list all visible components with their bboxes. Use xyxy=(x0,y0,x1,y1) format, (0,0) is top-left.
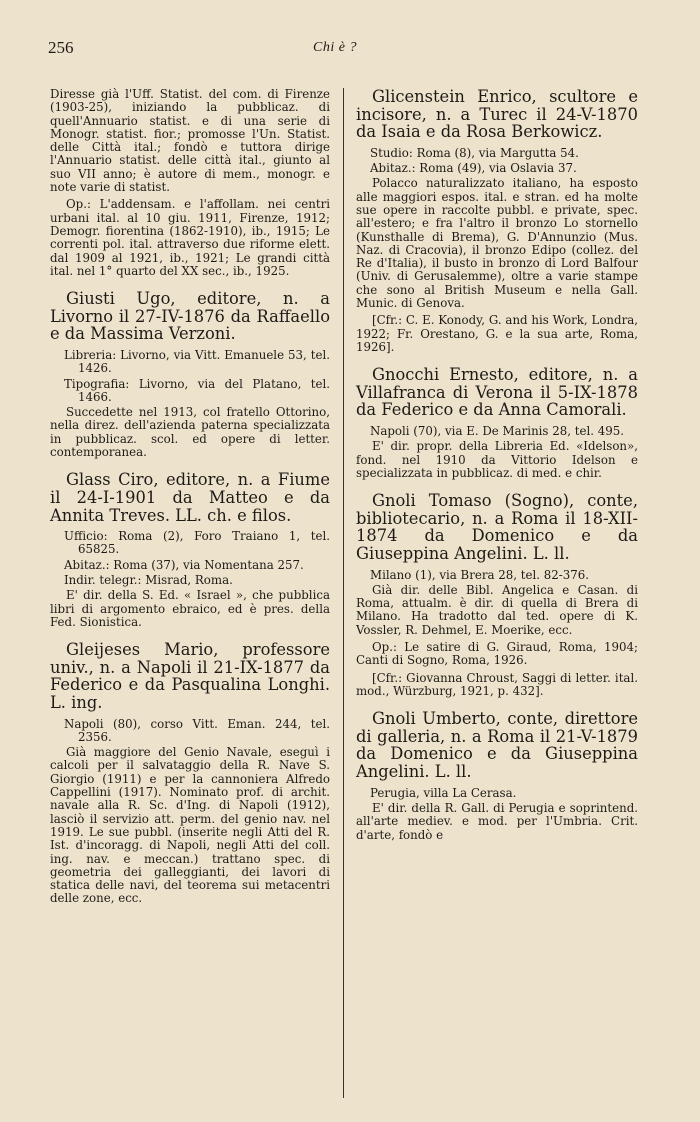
entry-title-glass: Glass Ciro, editore, n. a Fiume il 24-I-1901 da Matteo e da Annita Treves. LL. ch. e filos. xyxy=(50,470,330,525)
entry-gnoli-umberto-body: E' dir. della R. Gall. di Perugia e soprintend. all'arte mediev. e mod. per l'Umbria. Crit. d'arte, fondò e xyxy=(356,800,638,842)
entry-giusti-libreria: Libreria: Livorno, via Vitt. Emanuele 53, tel. 1426. xyxy=(64,347,330,376)
entry-glicenstein-studio: Studio: Roma (8), via Margutta 54. xyxy=(370,145,579,160)
entry-giusti-tipografia: Tipografia: Livorno, via del Platano, tel. 1466. xyxy=(64,376,330,404)
entry-gnocchi-body: E' dir. propr. della Libreria Ed. «Idelson», fond. nel 1910 da Vittorio Idelson e specializzata in pubblicaz. di med. e chir. xyxy=(356,439,638,480)
entry-title-gleijeses: Gleijeses Mario, professore univ., n. a Napoli il 21-IX-1877 da Federico e da Pasqualina Longhi. L. ing. xyxy=(50,640,330,712)
entry-glass-telegraph: Indir. telegr.: Misrad, Roma. xyxy=(64,572,233,587)
entry-glass-body: E' dir. della S. Ed. « Israel », che pubblica libri di argomento ebraico, ed è pres. della Fed. Sionistica. xyxy=(50,588,330,629)
entry-title-gnocchi: Gnocchi Ernesto, editore, n. a Villafranca di Verona il 5-IX-1878 da Federico e da Anna Camorali. xyxy=(356,365,638,420)
entry-glicenstein-body: Polacco naturalizzato italiano, ha esposto alle maggiori espos. ital. e stran. ed ha molte sue opere in raccolte pubbl. e private, spec. all'estero; e fra l'altro il bronzo Lo stornello (Kunsthalle di Brema), G. D'Annunzio (Mus. Naz. di Cracovia), il bronzo Edipo (collez. del Re d'Italia), il busto in bronzo di Lord Balfour (Univ. di Gerusalemme), oltre a varie stampe che sono al British Museum e nella Gall. Munic. di Genova. xyxy=(356,176,638,311)
entry-continuation-works: Op.: L'addensam. e l'affollam. nei centri urbani ital. al 10 giu. 1911, Firenze, 1912; Demogr. fiorentina (1862-1910), ib., 1915; Le correnti pol. ital. attraverso due riforme elett. dal 1909 al 1921, ib., 1921; Le grandi città ital. nel 1° quarto del XX sec., ib., 1925. xyxy=(50,197,330,278)
page-header xyxy=(0,38,700,64)
entry-title-gnoli-tomaso: Gnoli Tomaso (Sogno), conte, bibliotecario, n. a Roma il 18-XII-1874 da Domenico e da Giuseppina Angelini. L. ll. xyxy=(356,491,638,563)
entry-continuation-text: Diresse già l'Uff. Statist. del com. di Firenze (1903-25), iniziando la pubblicaz. di quell'Annuario statist. e di una serie di Monogr. statist. fior.; promosse l'Un. Statist. delle Città ital.; fondò e tuttora dirige l'Annuario statist. delle città ital., giunto al suo VII anno; è autore di mem., monogr. e note varie di statist. xyxy=(50,87,330,195)
entry-glicenstein-abitazione: Abitaz.: Roma (49), via Oslavia 37. xyxy=(370,161,577,176)
entry-glicenstein-reference: [Cfr.: C. E. Konody, G. and his Work, Londra, 1922; Fr. Orestano, G. e la sua arte, Roma, 1926]. xyxy=(356,313,638,354)
entry-gnoli-tomaso-works: Op.: Le satire di G. Giraud, Roma, 1904; Canti di Sogno, Roma, 1926. xyxy=(356,640,638,668)
column-divider xyxy=(343,88,344,1098)
entry-giusti-body: Succedette nel 1913, col fratello Ottorino, nella direz. dell'azienda paterna specializzata in pubblicaz. scol. ed opere di letter. contemporanea. xyxy=(50,405,330,460)
entry-title-giusti: Giusti Ugo, editore, n. a Livorno il 27-IV-1876 da Raffaello e da Massima Verzoni. xyxy=(50,289,330,344)
entry-gleijeses-body: Già maggiore del Genio Navale, eseguì i calcoli per il salvataggio della R. Nave S. Giorgio (1911) e per la cannoniera Alfredo Cappellini (1917). Nominato prof. di archit. navale alla R. Sc. d'Ing. di Napoli (1912), lasciò il servizio att. perm. del genio nav. nel 1919. Le sue pubbl. (inserite negli Atti del R. Ist. d'incoragg. di Napoli, negli Atti del coll. ing. nav. e meccan.) trattano spec. di geometria dei galleggianti, dei lavori di statica delle navi, del teorema sui metacentri delle zone, ecc. xyxy=(50,745,330,906)
page-number: 256 xyxy=(48,38,74,57)
entry-gnoli-tomaso-reference: [Cfr.: Giovanna Chroust, Saggi di letter. ital. mod., Würzburg, 1921, p. 432]. xyxy=(356,670,638,698)
entry-glass-abitazione: Abitaz.: Roma (37), via Nomentana 257. xyxy=(64,557,304,572)
entry-gnocchi-address: Napoli (70), via E. De Marinis 28, tel. 495. xyxy=(370,424,625,439)
entry-title-glicenstein: Glicenstein Enrico, scultore e incisore, n. a Turec il 24-V-1870 da Isaia e da Rosa Berkowicz. xyxy=(356,87,638,142)
right-column xyxy=(356,88,638,846)
entry-gnoli-tomaso-address: Milano (1), via Brera 28, tel. 82-376. xyxy=(370,567,590,582)
entry-glass-ufficio: Ufficio: Roma (2), Foro Traiano 1, tel. 65825. xyxy=(64,529,330,557)
entry-gleijeses-address: Napoli (80), corso Vitt. Eman. 244, tel. 2356. xyxy=(64,716,330,744)
left-column xyxy=(50,88,330,910)
entry-title-gnoli-umberto: Gnoli Umberto, conte, direttore di galleria, n. a Roma il 21-V-1879 da Domenico e da Giuseppina Angelini. L. ll. xyxy=(356,709,638,782)
entry-gnoli-tomaso-body: Già dir. delle Bibl. Angelica e Casan. di Roma, attualm. è dir. di quella di Brera di Milano. Ha tradotto dal ted. opere di K. Vossler, R. Dehmel, E. Moerike, ecc. xyxy=(356,582,638,637)
entry-gnoli-umberto-address: Perugia, villa La Cerasa. xyxy=(370,785,517,800)
running-title: Chi è ? xyxy=(313,40,357,55)
